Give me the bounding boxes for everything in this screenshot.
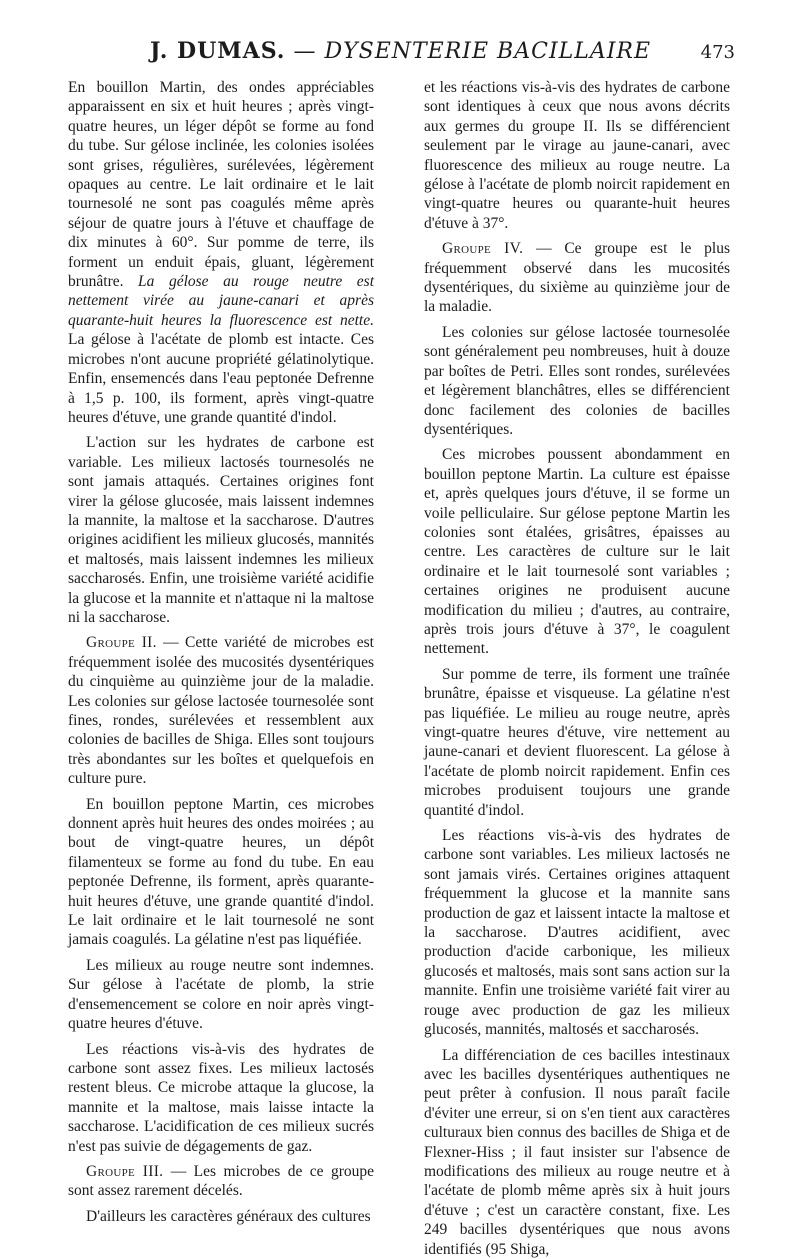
paragraph — [68, 1162, 374, 1201]
header-author: J. DUMAS. — [150, 38, 286, 64]
group-heading: Groupe IV. — [442, 240, 524, 258]
header-dash: — — [285, 39, 325, 64]
group-heading: Groupe III. — [86, 1162, 164, 1180]
header-title — [150, 38, 650, 64]
paragraph: L'action sur les hydrates de carbone est variable. Les milieux lactosés tournesolés ne sont jamais attaqués. Certaines origines font virer la gélose glucosée, mais laissent indemnes la mannite, la maltose et la saccharose. D'autres origines acidifient les milieux glucosés, mannités et maltosés, mais laissent indemnes les milieux saccharosés. Enfin, une troisième variété acidifie la glucose et la mannite et n'attaque ni la maltose ni la saccharose. — [68, 434, 374, 626]
running-header — [0, 38, 800, 66]
paragraph: Les colonies sur gélose lactosée tournesolée sont généralement peu nombreuses, huit à douze par boîtes de Petri. Elles sont rondes, surélevées et légèrement blanchâtres, elles se différencient donc facilement des colonies de bacilles dysentériques. — [424, 323, 730, 438]
paragraph: Les réactions vis-à-vis des hydrates de carbone sont assez fixes. Les milieux lactosés restent bleus. Ce microbe attaque la glucose, la mannite et la maltose, mais laisse intacte la saccharose. L'acidification de ces milieux sucrés n'est pas suivie de dégagements de gaz. — [68, 1040, 374, 1155]
right-column — [424, 78, 730, 1258]
paragraph: D'ailleurs les caractères généraux des cultures — [86, 1207, 371, 1225]
paragraph-text: En bouillon Martin, des ondes appréciables apparaissent en six et huit heures ; après vingt-quatre heures, un léger dépôt se forme au fond du tube. Sur gélose inclinée, les colonies isolées sont grises, régulières, surélevées, légèrement opaques au centre. Le lait ordinaire et le lait tournesolé ne sont pas coagulés même après séjour de quatre jours à l'étuve et chauffage de dix minutes à 60°. Sur pomme de terre, ils forment un enduit épais, gluant, légèrement brunâtre. — [68, 79, 374, 291]
emphasis-text: La gélose au rouge neutre est nettement virée au jaune-canari et après quarante-huit heures la fluorescence est nette. — [68, 273, 374, 329]
paragraph: La différenciation de ces bacilles intestinaux avec les bacilles dysentériques authentiques ne peut prêter à confusion. Il nous paraît facile d'éviter une erreur, si on s'en tient aux caractères culturaux bien connus des bacilles de Shiga et de Flexner-Hiss ; il faut insister sur l'absence de modifications des milieux au rouge neutre et à l'acétate de plomb même après six à huit jours d'étuve ; c'est un caractère constant, fixe. Les 249 bacilles dysentériques que nous avons identifiés (95 Shiga, — [424, 1046, 730, 1258]
group-heading: Groupe II. — [86, 634, 157, 652]
paragraph: Les milieux au rouge neutre sont indemnes. Sur gélose à l'acétate de plomb, la strie d'ensemencement se colore en noir après vingt-quatre heures d'étuve. — [68, 956, 374, 1033]
paragraph — [68, 633, 374, 788]
paragraph-text: — Ce groupe est le plus fréquemment observé dans les mucosités dysentériques, du sixième au quinzième jour de la maladie. — [424, 240, 730, 316]
paragraph-text: — Les microbes de ce groupe sont assez rarement décelés. — [68, 1162, 374, 1200]
paragraph: Sur pomme de terre, ils forment une traînée brunâtre, épaisse et visqueuse. La gélatine n'est pas liquéfiée. Le milieu au rouge neutre, après vingt-quatre heures d'étuve, vire nettement au jaune-canari et devient fluorescent. La gélose à l'acétate de plomb noircit rapidement. Enfin ces microbes produisent toujours une grande quantité d'indol. — [424, 665, 730, 819]
paragraph: Ces microbes poussent abondamment en bouillon peptone Martin. La culture est épaisse et, après quelques jours d'étuve, il se forme un voile pelliculaire. Sur gélose peptone Martin les colonies sont étalées, grisâtres, épaisses au centre. Les caractères de culture sur le lait ordinaire et le lait tournesolé sont variables ; certaines origines ne produisent aucune modification du milieu ; d'autres, au contraire, après trois jours d'étuve à 37°, le coagulent nettement. — [424, 446, 730, 658]
header-subject: DYSENTERIE BACILLAIRE — [324, 39, 652, 64]
paragraph: En bouillon peptone Martin, ces microbes donnent après huit heures des ondes moirées ; au bout de vingt-quatre heures, un dépôt filamenteux se forme au fond du tube. En eau peptonée Defrenne, ils forment, après quarante-huit heures d'étuve, une grande quantité d'indol. Le lait ordinaire et le lait tournesolé ne sont jamais coagulés. La gélatine n'est pas liquéfiée. — [68, 795, 374, 949]
paragraph — [424, 239, 730, 317]
paragraph — [68, 78, 374, 427]
paragraph: Les réactions vis-à-vis des hydrates de carbone sont variables. Les milieux lactosés ne sont jamais virés. Certaines origines attaquent fréquemment la glucose et la mannite sans production de gaz et laissent intacte la maltose et la saccharose. D'autres acidifient, avec production d'acide carbonique, les milieux glucosés et maltosés, mais sont sans action sur la mannite. Enfin une troisième variété fait virer au rouge avec production de gaz les milieux glucosés, mannités, maltosés et saccharosés. — [424, 827, 730, 1039]
paragraph-text: La gélose à l'acétate de plomb est intacte. Ces microbes n'ont aucune propriété gélatinolytique. Enfin, ensemencés dans l'eau peptonée Defrenne à 1,5 p. 100, ils forment, après vingt-quatre heures d'étuve, une grande quantité d'indol. — [68, 331, 374, 426]
left-column — [68, 78, 374, 1225]
paragraph: et les réactions vis-à-vis des hydrates de carbone sont identiques à ceux que nous avons décrits aux germes du groupe II. Ils se différencient seulement par le virage au jaune-canari, avec fluorescence des milieux au rouge neutre. La gélose à l'acétate de plomb noircit rapidement en vingt-quatre heures ou quarante-huit heures d'étuve à 37°. — [424, 79, 730, 232]
page-number: 473 — [700, 42, 735, 63]
paragraph-text: — Cette variété de microbes est fréquemment isolée des mucosités dysentériques du cinquième au quinzième jour de la maladie. Les colonies sur gélose lactosée tournesolée sont fines, rondes, surélevées et ressemblent aux colonies de bacilles de Shiga. Elles sont toujours très abondantes sur les boîtes et quelquefois en culture pure. — [68, 634, 374, 788]
